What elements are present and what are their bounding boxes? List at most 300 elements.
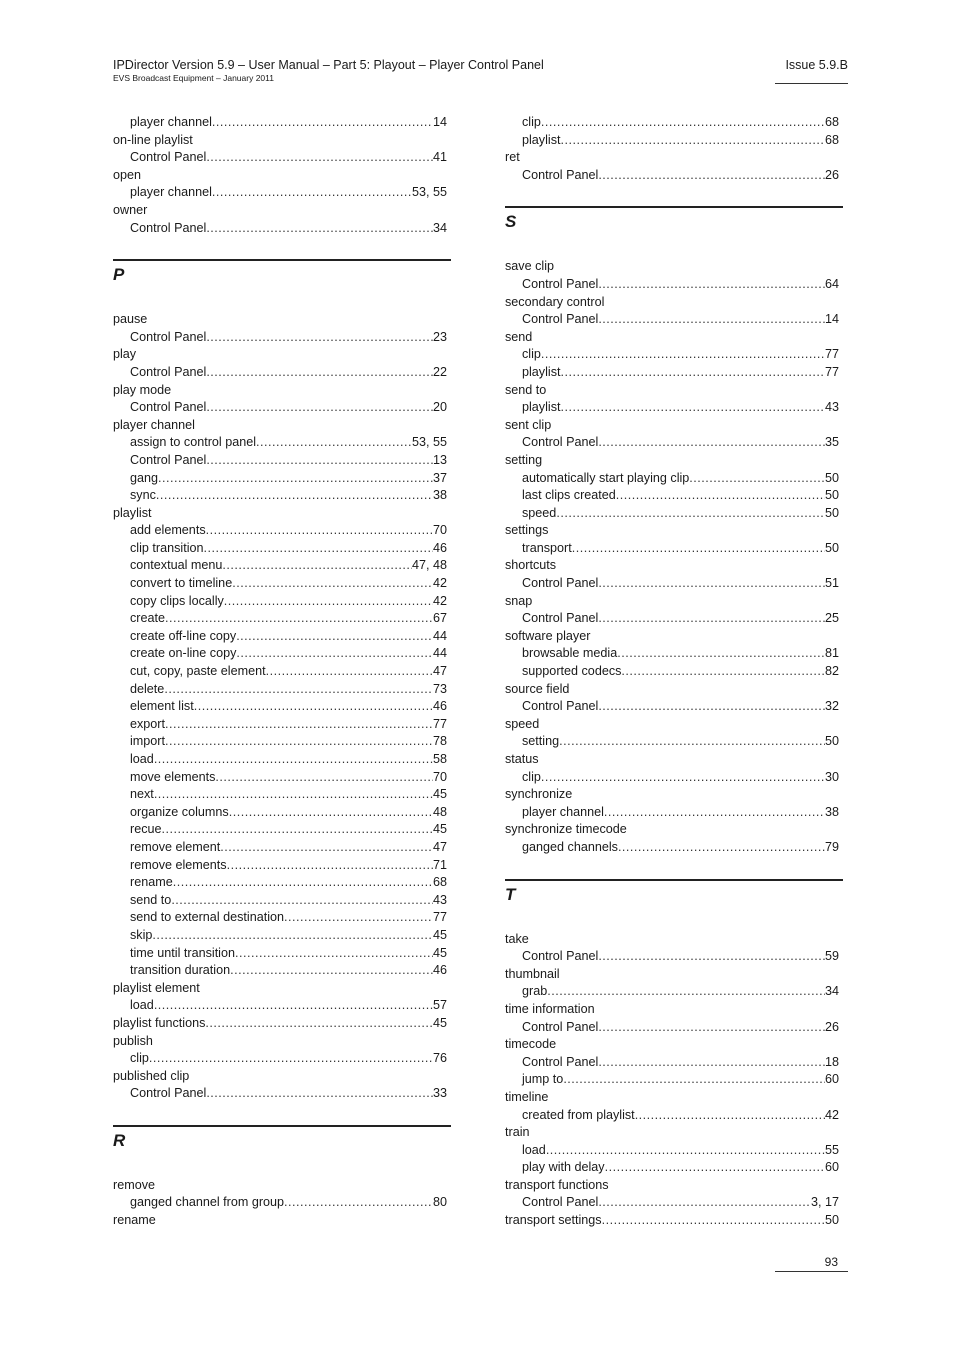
page-reference: 47 [432,664,447,679]
index-subentry[interactable] [505,575,843,593]
index-subentry[interactable] [113,329,451,347]
index-term: synchronize timecode [505,822,627,837]
entry-label: add elements [130,523,206,538]
page-reference: 71 [432,857,447,872]
page-reference: 41 [432,150,447,165]
page-reference: 26 [824,1019,839,1034]
entry-label: browsable media [522,646,618,661]
entry-label: load [522,1142,546,1157]
index-subentry[interactable] [113,804,451,822]
dot-leader [598,1194,811,1212]
index-term: open [113,167,142,182]
index-subentry[interactable] [113,399,451,417]
index-subentry[interactable] [505,167,843,185]
entry-label: ganged channel from group [130,1195,285,1210]
dot-leader [205,1015,433,1033]
dot-leader [284,1194,433,1212]
index-term: thumbnail [505,966,560,981]
index-subentry[interactable] [113,610,451,628]
entry-label: player channel [130,185,212,200]
entry-label: Control Panel [522,949,599,964]
dot-leader [635,1107,825,1125]
entry-label: supported codecs [522,664,622,679]
page-reference: 42 [432,593,447,608]
page-reference: 42 [432,576,447,591]
index-subentry[interactable] [113,786,451,804]
index-subentry[interactable] [505,610,843,628]
page-reference: 82 [824,664,839,679]
entry-label: grab [522,984,548,999]
index-subentry[interactable] [113,1050,451,1068]
page-reference: 78 [432,734,447,749]
page-reference: 35 [824,435,839,450]
page-reference: 23 [432,329,447,344]
page-reference: 68 [824,115,839,129]
entry-label: contextual menu [130,558,223,573]
index-subentry[interactable] [505,132,843,150]
index-term: setting [505,452,543,467]
index-term: rename [113,1213,156,1228]
index-term: send [505,329,533,344]
index-subentry[interactable] [113,892,451,910]
document-title: IPDirector Version 5.9 – User Manual – Part 5: Playout – Player Control Panel [113,58,544,72]
dot-leader [689,470,825,488]
entry-label: send to [130,892,172,907]
index-subentry[interactable] [505,1159,843,1177]
dot-leader [152,927,433,945]
entry-label: Control Panel [522,1019,599,1034]
index-subentry[interactable] [113,114,451,132]
dot-leader [598,167,825,185]
index-term: status [505,752,539,766]
index-subentry[interactable] [505,487,843,505]
entry-label: gang [130,470,159,485]
page-reference: 33 [432,1086,447,1101]
index-term[interactable] [113,1015,451,1033]
dot-leader [212,114,433,132]
index-subentry[interactable] [505,434,843,452]
index-term[interactable] [505,1212,843,1230]
page-reference: 46 [432,963,447,978]
entry-label: create [130,611,166,626]
page-reference: 68 [432,875,447,890]
page-reference: 57 [432,998,447,1013]
entry-label: clip [522,347,541,362]
page-reference: 25 [824,611,839,626]
page-reference: 32 [824,699,839,714]
page-reference: 46 [432,699,447,714]
index-term: on-line playlist [113,132,193,147]
page-reference: 68 [824,132,839,147]
index-subentry[interactable] [505,948,843,966]
entry-label: clip transition [130,540,204,555]
index-term: timeline [505,1089,549,1104]
page-reference: 48 [432,804,447,819]
index-subentry[interactable] [113,927,451,945]
index-subentry[interactable] [505,698,843,716]
index-subentry[interactable] [113,540,451,558]
page-reference: 80 [432,1195,447,1210]
page-reference: 47 [432,839,447,854]
section-letter-heading: T [505,879,843,931]
entry-label: sync [130,488,156,503]
index-subentry[interactable] [113,628,451,646]
dot-leader [165,716,433,734]
index-subentry[interactable] [505,505,843,523]
entry-label: player channel [130,115,212,129]
index-term: player channel [113,417,195,432]
dot-leader [256,434,412,452]
index-term: ret [505,150,520,165]
page-reference: 42 [824,1107,839,1122]
index-subentry[interactable] [113,997,451,1015]
dot-leader [206,452,433,470]
index-subentry[interactable] [113,751,451,769]
entry-label: convert to timeline [130,576,233,591]
entry-label: remove element [130,839,221,854]
dot-leader [266,663,433,681]
entry-label: Control Panel [522,1195,599,1210]
page-reference: 45 [432,1015,447,1030]
dot-leader [541,114,825,132]
index-subentry[interactable] [113,645,451,663]
dot-leader [618,839,825,857]
dot-leader [598,1019,825,1037]
entry-label: jump to [522,1072,564,1087]
entry-label: load [130,998,154,1013]
page-reference: 20 [432,400,447,415]
dot-leader [556,505,825,523]
dot-leader [598,434,825,452]
dot-leader [165,733,433,751]
entry-label: create on-line copy [130,646,237,661]
dot-leader [232,575,433,593]
index-subentry[interactable] [113,821,451,839]
index-subentry[interactable] [505,1194,843,1212]
index-subentry[interactable] [113,434,451,452]
index-subentry[interactable] [113,909,451,927]
index-subentry[interactable] [113,593,451,611]
page-reference: 73 [432,681,447,696]
index-term: speed [505,716,540,731]
page-reference: 45 [432,822,447,837]
entry-label: element list [130,699,194,714]
document-subtitle: EVS Broadcast Equipment – January 2011 [113,73,274,83]
index-term: synchronize [505,787,573,802]
index-term: secondary control [505,294,605,309]
index-subentry[interactable] [113,698,451,716]
index-subentry[interactable] [505,769,843,787]
dot-leader [229,804,433,822]
dot-leader [165,610,433,628]
footer-rule [775,1271,848,1272]
dot-leader [561,132,825,150]
page-reference: 13 [432,452,447,467]
page-reference: 64 [824,276,839,291]
dot-leader [547,983,825,1001]
index-subentry[interactable] [113,184,451,202]
index-subentry[interactable] [113,857,451,875]
index-subentry[interactable] [113,522,451,540]
entry-label: speed [522,505,557,520]
page-reference: 77 [824,347,839,362]
index-subentry[interactable] [505,276,843,294]
page-reference: 44 [432,646,447,661]
index-subentry[interactable] [505,1071,843,1089]
entry-label: Control Panel [522,699,599,714]
index-term: train [505,1125,530,1140]
index-subentry[interactable] [505,470,843,488]
entry-label: automatically start playing clip [522,470,690,485]
page-reference: 81 [824,646,839,661]
index-subentry[interactable] [113,364,451,382]
page-reference: 53, 55 [411,185,447,200]
page-reference: 76 [432,1051,447,1066]
index-subentry[interactable] [505,1054,843,1072]
entry-label: Control Panel [522,312,599,327]
index-subentry[interactable] [113,874,451,892]
index-subentry[interactable] [113,733,451,751]
index-subentry[interactable] [113,769,451,787]
dot-leader [621,663,825,681]
index-subentry[interactable] [113,839,451,857]
entry-label: clip [130,1051,149,1066]
entry-label: Control Panel [130,452,207,467]
entry-label: load [130,752,154,766]
index-column-right [505,114,843,1230]
index-term: playlist [113,505,152,520]
entry-label: time until transition [130,945,235,960]
entry-label: Control Panel [522,576,599,591]
index-subentry[interactable] [113,557,451,575]
entry-label: export [130,716,166,731]
page-reference: 43 [824,400,839,415]
dot-leader [563,1071,825,1089]
entry-label: assign to control panel [130,435,257,450]
page-reference: 45 [432,927,447,942]
page-reference: 22 [432,364,447,379]
entry-label: remove elements [130,857,227,872]
page-reference: 50 [824,1213,839,1228]
dot-leader [236,645,433,663]
index-subentry[interactable] [505,364,843,382]
page-reference: 70 [432,769,447,784]
index-term: source field [505,681,570,696]
page-reference: 50 [824,734,839,749]
dot-leader [541,769,825,787]
page-reference: 77 [432,716,447,731]
index-subentry[interactable] [113,149,451,167]
entry-label: Control Panel [522,611,599,626]
index-subentry[interactable] [505,1019,843,1037]
header-rule [775,83,848,84]
entry-label: Control Panel [130,1086,207,1101]
index-subentry[interactable] [505,839,843,857]
entry-label: clip [522,769,541,784]
dot-leader [206,1085,433,1103]
index-term: save clip [505,259,554,274]
index-subentry[interactable] [505,645,843,663]
dot-leader [227,857,433,875]
page-reference: 3, 17 [810,1195,839,1210]
index-subentry[interactable] [505,804,843,822]
index-subentry[interactable] [505,399,843,417]
page-reference: 50 [824,540,839,555]
entry-label: Control Panel [130,220,207,235]
index-term: publish [113,1033,153,1048]
index-subentry[interactable] [505,540,843,558]
page-reference: 50 [824,488,839,503]
entry-label: Control Panel [522,167,599,182]
page-reference: 26 [824,167,839,182]
page-reference: 14 [432,115,447,129]
dot-leader [561,399,825,417]
dot-leader [222,557,412,575]
index-subentry[interactable] [113,575,451,593]
entry-label: Control Panel [130,364,207,379]
dot-leader [206,364,433,382]
entry-label: next [130,787,154,802]
index-subentry[interactable] [113,220,451,238]
page-reference: 70 [432,523,447,538]
dot-leader [173,874,433,892]
index-subentry[interactable] [113,945,451,963]
dot-leader [171,892,433,910]
dot-leader [158,470,433,488]
dot-leader [194,698,433,716]
dot-leader [206,329,433,347]
page-reference: 37 [432,470,447,485]
dot-leader [598,610,825,628]
index-term: take [505,931,529,946]
index-term: transport functions [505,1177,609,1192]
dot-leader [617,645,825,663]
dot-leader [212,184,412,202]
index-subentry[interactable] [505,663,843,681]
page-reference: 50 [824,505,839,520]
index-term: play mode [113,382,172,397]
entry-label: create off-line copy [130,628,237,643]
page-reference: 34 [432,220,447,235]
dot-leader [215,769,433,787]
page-reference: 60 [824,1072,839,1087]
index-subentry[interactable] [113,1194,451,1212]
index-term: send to [505,382,547,397]
dot-leader [206,220,433,238]
dot-leader [235,945,433,963]
dot-leader [206,399,433,417]
dot-leader [546,1142,825,1160]
entry-label: skip [130,927,153,942]
index-subentry[interactable] [113,1085,451,1103]
index-subentry[interactable] [113,452,451,470]
page-reference: 45 [432,787,447,802]
page-reference: 38 [824,804,839,819]
index-subentry[interactable] [505,1142,843,1160]
entry-label: clip [522,115,541,129]
dot-leader [204,540,433,558]
entry-label: Control Panel [522,276,599,291]
section-letter-heading: S [505,206,843,258]
index-subentry[interactable] [505,114,843,132]
index-subentry[interactable] [505,346,843,364]
dot-leader [220,839,433,857]
index-subentry[interactable] [113,663,451,681]
index-term: snap [505,593,533,608]
index-subentry[interactable] [505,311,843,329]
entry-label: last clips created [522,488,616,503]
index-term: pause [113,312,148,327]
page-reference: 34 [824,984,839,999]
page-reference: 30 [824,769,839,784]
page-reference: 79 [824,839,839,854]
entry-label: Control Panel [130,329,207,344]
page-reference: 53, 55 [411,435,447,450]
dot-leader [149,1050,433,1068]
page-reference: 18 [824,1054,839,1069]
dot-leader [598,698,825,716]
dot-leader [284,909,433,927]
dot-leader [561,364,825,382]
index-term: settings [505,523,549,538]
dot-leader [154,786,433,804]
page-reference: 45 [432,945,447,960]
page-reference: 44 [432,628,447,643]
dot-leader [598,948,825,966]
index-subentry[interactable] [113,962,451,980]
index-subentry[interactable] [113,716,451,734]
page-reference: 51 [824,576,839,591]
dot-leader [162,821,433,839]
dot-leader [602,1212,825,1230]
index-term: sent clip [505,417,552,432]
page-reference: 43 [432,892,447,907]
dot-leader [598,1054,825,1072]
index-term: time information [505,1001,595,1016]
dot-leader [616,487,825,505]
index-term: shortcuts [505,558,557,573]
entry-label: import [130,734,165,749]
dot-leader [156,487,433,505]
dot-leader [236,628,433,646]
entry-label: playlist functions [113,1015,206,1030]
index-term: owner [113,202,148,217]
dot-leader [224,593,433,611]
index-term: remove [113,1177,155,1192]
page-reference: 38 [432,488,447,503]
index-subentry[interactable] [505,983,843,1001]
dot-leader [154,997,433,1015]
entry-label: playlist [522,400,561,415]
dot-leader [206,149,433,167]
issue-label: Issue 5.9.B [785,58,848,72]
entry-label: delete [130,681,165,696]
page-reference: 50 [824,470,839,485]
index-subentry[interactable] [113,470,451,488]
dot-leader [598,276,825,294]
index-term: playlist element [113,980,200,995]
entry-label: ganged channels [522,839,618,854]
entry-label: created from playlist [522,1107,635,1122]
index-subentry[interactable] [113,681,451,699]
page-reference: 60 [824,1160,839,1175]
entry-label: send to external destination [130,910,285,925]
index-subentry[interactable] [113,487,451,505]
dot-leader [154,751,433,769]
index-subentry[interactable] [505,1107,843,1125]
index-subentry[interactable] [505,733,843,751]
page-reference: 47, 48 [411,558,447,573]
